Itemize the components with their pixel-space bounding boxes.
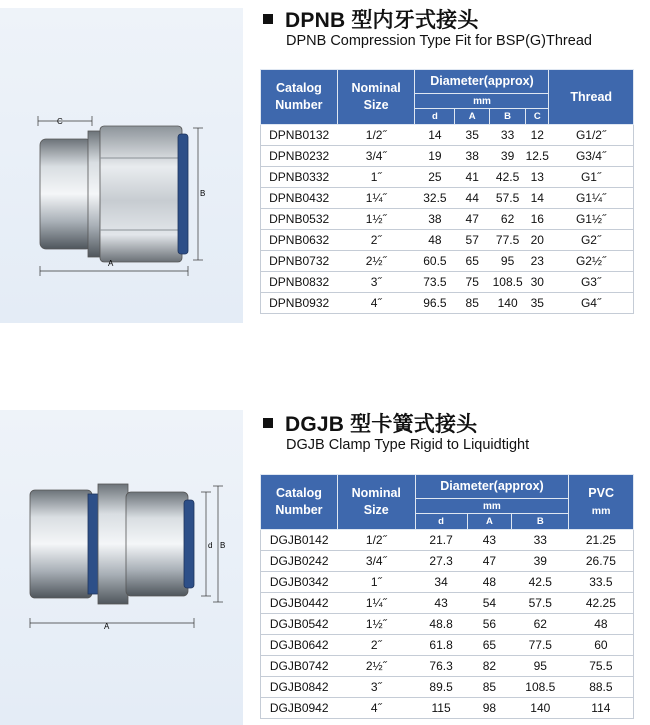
table-cell: 2½˝ [337, 656, 415, 677]
table-cell: 56 [467, 614, 512, 635]
table-row [261, 656, 634, 677]
dim-c-label: C [57, 117, 63, 126]
table-cell: 48.8 [415, 614, 467, 635]
table-cell: DPNB0132 [261, 125, 338, 146]
table-cell: 42.25 [569, 593, 634, 614]
col-a-header: A [467, 514, 512, 530]
table-row [261, 530, 634, 551]
table-cell: DPNB0732 [261, 251, 338, 272]
table-cell: DGJB0742 [261, 656, 338, 677]
table-row [261, 209, 634, 230]
table-cell: 115 [415, 698, 467, 719]
table-row [261, 698, 634, 719]
dim-b-label: B [200, 189, 206, 198]
table-cell: 27.3 [415, 551, 467, 572]
table-cell: 65 [467, 635, 512, 656]
table-cell: 77.5 [490, 230, 526, 251]
table-cell: 140 [512, 698, 569, 719]
table-cell: 43 [415, 593, 467, 614]
dgjb-section-subtitle: DGJB Clamp Type Rigid to Liquidtight [286, 437, 530, 453]
table-cell: G1¼˝ [549, 188, 634, 209]
table-row [261, 146, 634, 167]
table-cell: 48 [415, 230, 455, 251]
table-cell: 57.5 [490, 188, 526, 209]
table-cell: 14 [526, 188, 549, 209]
table-cell: 75.5 [569, 656, 634, 677]
table-cell: 1˝ [337, 572, 415, 593]
table-cell: 88.5 [569, 677, 634, 698]
table-cell: 16 [526, 209, 549, 230]
table-cell: 38 [415, 209, 455, 230]
table-cell: 38 [455, 146, 490, 167]
dgjb-fitting-illustration [0, 410, 243, 725]
table-cell: 12.5 [526, 146, 549, 167]
table-row [261, 272, 634, 293]
table-cell: 33.5 [569, 572, 634, 593]
table-cell: 23 [526, 251, 549, 272]
table-cell: 25 [415, 167, 455, 188]
nominal-size-header: Nominal Size [337, 475, 415, 530]
thread-header: Thread [549, 70, 634, 125]
dim-a-label: A [104, 622, 110, 631]
table-cell: DPNB0532 [261, 209, 338, 230]
dim-b-label: B [220, 541, 226, 550]
table-cell: 43 [467, 530, 512, 551]
table-cell: 39 [490, 146, 526, 167]
table-cell: 1¼˝ [337, 593, 415, 614]
table-cell: DPNB0632 [261, 230, 338, 251]
unit-header: mm [415, 94, 549, 109]
col-d-header: d [415, 514, 467, 530]
table-cell: G2˝ [549, 230, 634, 251]
col-a-header: A [455, 109, 490, 125]
table-cell: 3˝ [337, 272, 415, 293]
table-cell: DGJB0242 [261, 551, 338, 572]
table-cell: DPNB0432 [261, 188, 338, 209]
table-cell: DGJB0842 [261, 677, 338, 698]
dpnb-section-title [263, 4, 479, 34]
bullet-square-icon [263, 418, 273, 428]
table-row [261, 593, 634, 614]
table-cell: 4˝ [337, 293, 415, 314]
dim-a-label: A [108, 259, 114, 268]
table-cell: 1½˝ [337, 209, 415, 230]
dpnb-title-text: DPNB 型内牙式接头 [285, 9, 479, 32]
table-cell: 2˝ [337, 230, 415, 251]
table-cell: 21.7 [415, 530, 467, 551]
table-cell: 42.5 [490, 167, 526, 188]
table-cell: DGJB0342 [261, 572, 338, 593]
table-cell: 73.5 [415, 272, 455, 293]
table-cell: 12 [526, 125, 549, 146]
diameter-header: Diameter(approx) [415, 475, 569, 499]
table-cell: G3˝ [549, 272, 634, 293]
table-cell: 3˝ [337, 677, 415, 698]
table-cell: G1/2˝ [549, 125, 634, 146]
table-row [261, 677, 634, 698]
table-cell: 1¼˝ [337, 188, 415, 209]
table-cell: 48 [467, 572, 512, 593]
dpnb-table-body [261, 125, 634, 314]
table-cell: 32.5 [415, 188, 455, 209]
table-cell: 108.5 [490, 272, 526, 293]
table-cell: 77.5 [512, 635, 569, 656]
dpnb-fitting-illustration [0, 8, 243, 323]
table-row [261, 251, 634, 272]
catalog-number-header: Catalog Number [261, 475, 338, 530]
bullet-square-icon [263, 14, 273, 24]
table-cell: 57.5 [512, 593, 569, 614]
table-row [261, 635, 634, 656]
table-cell: G4˝ [549, 293, 634, 314]
table-cell: 47 [467, 551, 512, 572]
table-cell: 39 [512, 551, 569, 572]
table-cell: 44 [455, 188, 490, 209]
table-cell: 96.5 [415, 293, 455, 314]
dpnb-spec-table [260, 69, 634, 314]
table-cell: 1/2˝ [337, 125, 415, 146]
unit-header: mm [415, 499, 569, 514]
table-cell: 60.5 [415, 251, 455, 272]
table-cell: 1½˝ [337, 614, 415, 635]
table-cell: 89.5 [415, 677, 467, 698]
table-cell: 34 [415, 572, 467, 593]
dpnb-section-subtitle: DPNB Compression Type Fit for BSP(G)Thread [286, 33, 592, 49]
nominal-size-header: Nominal Size [337, 70, 415, 125]
table-cell: 95 [490, 251, 526, 272]
table-row [261, 551, 634, 572]
table-cell: DPNB0832 [261, 272, 338, 293]
table-row [261, 188, 634, 209]
table-cell: 42.5 [512, 572, 569, 593]
table-cell: DPNB0332 [261, 167, 338, 188]
table-row [261, 572, 634, 593]
table-cell: 1˝ [337, 167, 415, 188]
dgjb-spec-table [260, 474, 634, 719]
table-cell: DPNB0232 [261, 146, 338, 167]
dgjb-table-body [261, 530, 634, 719]
table-cell: 33 [490, 125, 526, 146]
table-cell: DGJB0442 [261, 593, 338, 614]
table-cell: 19 [415, 146, 455, 167]
table-cell: 35 [526, 293, 549, 314]
table-cell: 33 [512, 530, 569, 551]
table-cell: 85 [467, 677, 512, 698]
table-cell: 54 [467, 593, 512, 614]
table-cell: 35 [455, 125, 490, 146]
table-cell: G3/4˝ [549, 146, 634, 167]
table-cell: G2½˝ [549, 251, 634, 272]
table-cell: 21.25 [569, 530, 634, 551]
table-cell: 3/4˝ [337, 146, 415, 167]
table-cell: 41 [455, 167, 490, 188]
table-cell: 140 [490, 293, 526, 314]
table-cell: 62 [490, 209, 526, 230]
pvc-header: PVC mm [569, 475, 634, 530]
table-cell: 82 [467, 656, 512, 677]
table-cell: 108.5 [512, 677, 569, 698]
table-row [261, 293, 634, 314]
table-cell: 30 [526, 272, 549, 293]
table-cell: 2˝ [337, 635, 415, 656]
col-d-header: d [415, 109, 455, 125]
table-cell: 61.8 [415, 635, 467, 656]
table-cell: 3/4˝ [337, 551, 415, 572]
col-b-header: B [490, 109, 526, 125]
table-cell: G1˝ [549, 167, 634, 188]
table-row [261, 125, 634, 146]
table-cell: 75 [455, 272, 490, 293]
table-cell: 65 [455, 251, 490, 272]
dgjb-section-title [263, 408, 477, 438]
table-cell: 20 [526, 230, 549, 251]
dpnb-product-photo [0, 8, 243, 323]
table-cell: DGJB0942 [261, 698, 338, 719]
table-cell: G1½˝ [549, 209, 634, 230]
dgjb-title-text: DGJB 型卡簧式接头 [285, 413, 478, 436]
diameter-header: Diameter(approx) [415, 70, 549, 94]
table-cell: 62 [512, 614, 569, 635]
table-cell: 26.75 [569, 551, 634, 572]
table-row [261, 614, 634, 635]
table-cell: DGJB0642 [261, 635, 338, 656]
table-cell: 60 [569, 635, 634, 656]
table-cell: 98 [467, 698, 512, 719]
table-cell: 4˝ [337, 698, 415, 719]
table-cell: 85 [455, 293, 490, 314]
dim-d-label: d [208, 541, 213, 550]
col-b-header: B [512, 514, 569, 530]
table-row [261, 230, 634, 251]
dgjb-product-photo [0, 410, 243, 725]
table-cell: 1/2˝ [337, 530, 415, 551]
table-cell: DGJB0142 [261, 530, 338, 551]
table-cell: 13 [526, 167, 549, 188]
col-c-header: C [526, 109, 549, 125]
table-cell: 76.3 [415, 656, 467, 677]
table-cell: 114 [569, 698, 634, 719]
table-cell: 57 [455, 230, 490, 251]
table-cell: 47 [455, 209, 490, 230]
table-cell: 14 [415, 125, 455, 146]
catalog-number-header: Catalog Number [261, 70, 338, 125]
table-row [261, 167, 634, 188]
table-cell: 48 [569, 614, 634, 635]
table-cell: 2½˝ [337, 251, 415, 272]
table-cell: DPNB0932 [261, 293, 338, 314]
table-cell: DGJB0542 [261, 614, 338, 635]
table-cell: 95 [512, 656, 569, 677]
